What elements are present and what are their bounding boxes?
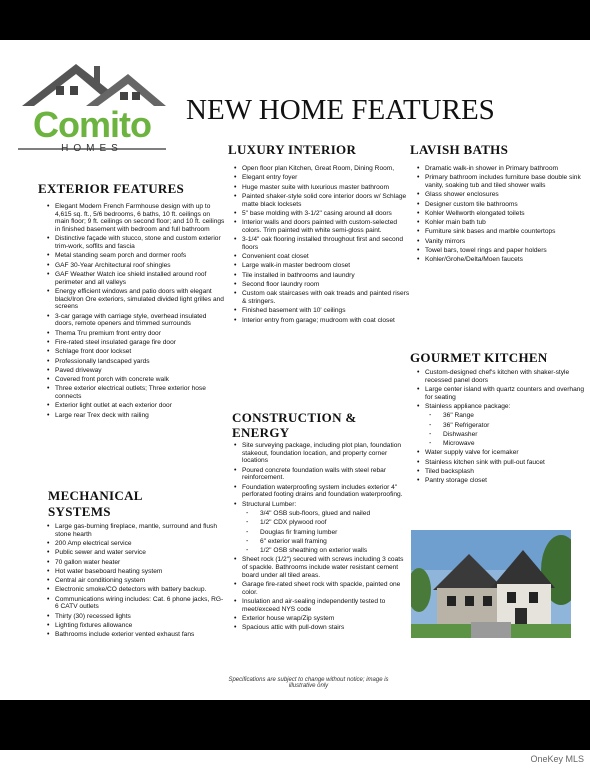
exterior-feature-item: • 3-car garage with carriage style, overhead insulated doors, remote openers and trimmed surrounds bbox=[55, 313, 225, 328]
exterior-feature-item: • Paved driveway bbox=[55, 367, 225, 375]
construction-item: • Sheet rock (1/2") secured with screws including 3 coats of spackle. Bathrooms include water resistant cement board under all tiled areas. bbox=[242, 556, 410, 579]
appliance-item: - Microwave bbox=[443, 440, 590, 448]
exterior-feature-item: • Energy efficient windows and patio doors with elegant black/Iron Ore exteriors, simulated divided light grilles and screens bbox=[55, 288, 225, 311]
bath-item: • Kohler Wellworth elongated toilets bbox=[425, 210, 590, 218]
kitchen-item: • Pantry storage closet bbox=[425, 477, 590, 485]
kitchen-list bbox=[416, 369, 590, 487]
kitchen-item: • Custom-designed chef's kitchen with shaker-style recessed panel doors bbox=[425, 369, 590, 384]
exterior-feature-item: • Three exterior electrical outlets; Three exterior hose connects bbox=[55, 385, 225, 400]
lumber-item: - 3/4" OSB sub-floors, glued and nailed bbox=[260, 510, 410, 518]
exterior-feature-item: • GAF Weather Watch ice shield installed around roof perimeter and all valleys bbox=[55, 271, 225, 286]
construction-item: • Poured concrete foundation walls with steel rebar reinforcement. bbox=[242, 467, 410, 482]
logo-subtitle: HOMES bbox=[61, 143, 123, 154]
exterior-feature-item: • Schlage front door lockset bbox=[55, 348, 225, 356]
luxury-item: • Tile installed in bathrooms and laundry bbox=[242, 272, 410, 280]
appliance-item: - 36" Refrigerator bbox=[443, 422, 590, 430]
bath-item: • Furniture sink bases and marble countertops bbox=[425, 228, 590, 236]
construction-heading: CONSTRUCTION & ENERGY bbox=[232, 410, 357, 440]
logo-wordmark: Comito bbox=[33, 104, 151, 145]
appliance-item: - 36" Range bbox=[443, 412, 590, 420]
top-black-bar bbox=[0, 0, 590, 40]
appliance-item-group bbox=[425, 412, 590, 448]
page-title: NEW HOME FEATURES bbox=[186, 94, 495, 126]
bath-item: • Kohler/Grohe/Delta/Moen faucets bbox=[425, 256, 590, 264]
mechanical-item: • Thirty (30) recessed lights bbox=[55, 613, 225, 621]
luxury-list bbox=[233, 165, 410, 326]
luxury-item: • Convenient coat closet bbox=[242, 253, 410, 261]
baths-heading: LAVISH BATHS bbox=[410, 142, 509, 157]
exterior-feature-item: • Covered front porch with concrete walk bbox=[55, 376, 225, 384]
exterior-feature-item: • Metal standing seam porch and dormer roofs bbox=[55, 252, 225, 260]
luxury-item: • Interior walls and doors painted with custom-selected colors. Trim painted with white semi-gloss paint. bbox=[242, 219, 410, 234]
kitchen-heading: GOURMET KITCHEN bbox=[410, 350, 548, 365]
bath-item: • Designer custom tile bathrooms bbox=[425, 201, 590, 209]
exterior-feature-item: • Fire-rated steel insulated garage fire door bbox=[55, 339, 225, 347]
mechanical-item: • Central air conditioning system bbox=[55, 577, 225, 585]
kitchen-item: • Water supply valve for icemaker bbox=[425, 449, 590, 457]
lumber-item: - 1/2" CDX plywood roof bbox=[260, 519, 410, 527]
kitchen-item: • Stainless appliance package: bbox=[425, 403, 590, 411]
construction-item: • Insulation and air-sealing independently tested to meet/exceed NYS code bbox=[242, 598, 410, 613]
construction-item: • Structural Lumber: bbox=[242, 501, 410, 509]
luxury-item: • Finished basement with 10' ceilings bbox=[242, 307, 410, 315]
exterior-list bbox=[46, 203, 225, 421]
bath-item: • Kohler main bath tub bbox=[425, 219, 590, 227]
luxury-item: • Elegant entry foyer bbox=[242, 174, 410, 182]
exterior-feature-item: • Exterior light outlet at each exterior door bbox=[55, 402, 225, 410]
exterior-feature-item: • Large rear Trex deck with railing bbox=[55, 412, 225, 420]
exterior-feature-item: • Distinctive façade with stucco, stone and custom exterior trim-work, soffits and fascia bbox=[55, 235, 225, 250]
exterior-feature-item: • Elegant Modern French Farmhouse design with up to 4,615 sq. ft., 5/6 bedrooms, 6 baths, 10 ft. ceilings on main floor; 9 ft. ceilings on second floor; and 10 ft. ceilings in finished basement with bedroom and full bathroom bbox=[55, 203, 225, 234]
appliance-item-list bbox=[425, 412, 590, 448]
luxury-heading: LUXURY INTERIOR bbox=[228, 142, 357, 157]
kitchen-item: • Tiled backsplash bbox=[425, 468, 590, 476]
luxury-item: • Painted shaker-style solid core interior doors w/ Schlage matte black locksets bbox=[242, 193, 410, 208]
construction-item: • Spacious attic with pull-down stairs bbox=[242, 624, 410, 632]
luxury-item: • 3-1/4" oak flooring installed throughout first and second floors bbox=[242, 236, 410, 251]
baths-list bbox=[416, 165, 590, 266]
mechanical-item: • Large gas-burning fireplace, mantle, surround and flush stone hearth bbox=[55, 523, 225, 538]
luxury-item: • Large walk-in master bedroom closet bbox=[242, 262, 410, 270]
lumber-item-group bbox=[242, 510, 410, 555]
luxury-item: • Second floor laundry room bbox=[242, 281, 410, 289]
bottom-black-bar bbox=[0, 700, 590, 750]
bath-item: • Towel bars, towel rings and paper holders bbox=[425, 247, 590, 255]
exterior-feature-item: • Thema Tru premium front entry door bbox=[55, 330, 225, 338]
house-rendering-image bbox=[411, 530, 571, 638]
appliance-item: - Dishwasher bbox=[443, 431, 590, 439]
kitchen-item: • Stainless kitchen sink with pull-out faucet bbox=[425, 459, 590, 467]
bath-item: • Dramatic walk-in shower in Primary bathroom bbox=[425, 165, 590, 173]
disclaimer-note: Specifications are subject to change without notice; image is illustrative only bbox=[228, 677, 389, 689]
mls-watermark: OneKey MLS bbox=[530, 754, 584, 764]
luxury-item: • Open floor plan Kitchen, Great Room, Dining Room, bbox=[242, 165, 410, 173]
construction-item: • Exterior house wrap/Zip system bbox=[242, 615, 410, 623]
kitchen-item: • Large center island with quartz counters and overhang for seating bbox=[425, 386, 590, 401]
mechanical-heading: MECHANICAL SYSTEMS bbox=[48, 488, 143, 519]
construction-item: • Site surveying package, including plot plan, foundation stakeout, foundation location, and property corner locations bbox=[242, 442, 410, 465]
lumber-item: - 1/2" OSB sheathing on exterior walls bbox=[260, 547, 410, 555]
mechanical-list bbox=[46, 523, 225, 641]
mechanical-item: • 200 Amp electrical service bbox=[55, 540, 225, 548]
bath-item: • Primary bathroom includes furniture base double sink vanity, soaking tub and tiled shower walls bbox=[425, 174, 590, 189]
mechanical-item: • Lighting fixtures allowance bbox=[55, 622, 225, 630]
mechanical-item: • Public sewer and water service bbox=[55, 549, 225, 557]
lumber-item: - Douglas fir framing lumber bbox=[260, 529, 410, 537]
construction-item: • Foundation waterproofing system includes exterior 4" perforated footing drains and foundation waterproofing. bbox=[242, 484, 410, 499]
exterior-heading: EXTERIOR FEATURES bbox=[38, 181, 185, 196]
bath-item: • Vanity mirrors bbox=[425, 238, 590, 246]
bath-item: • Glass shower enclosures bbox=[425, 191, 590, 199]
luxury-item: • Custom oak staircases with oak treads and painted risers & stringers. bbox=[242, 290, 410, 305]
lumber-item: - 6" exterior wall framing bbox=[260, 538, 410, 546]
mechanical-item: • Electronic smoke/CO detectors with battery backup. bbox=[55, 586, 225, 594]
construction-item: • Garage fire-rated sheet rock with spackle, painted one color. bbox=[242, 581, 410, 596]
luxury-item: • 5" base molding with 3-1/2" casing around all doors bbox=[242, 210, 410, 218]
exterior-feature-item: • Professionally landscaped yards bbox=[55, 358, 225, 366]
luxury-item: • Interior entry from garage; mudroom with coat closet bbox=[242, 317, 410, 325]
construction-list bbox=[233, 442, 410, 634]
mechanical-item: • 70 gallon water heater bbox=[55, 559, 225, 567]
lumber-item-list bbox=[242, 510, 410, 555]
exterior-feature-item: • GAF 30-Year Architectural roof shingles bbox=[55, 262, 225, 270]
luxury-item: • Huge master suite with luxurious master bathroom bbox=[242, 184, 410, 192]
mechanical-item: • Communications wiring includes: Cat. 6 phone jacks, RG-6 CATV outlets bbox=[55, 596, 225, 611]
mechanical-item: • Hot water baseboard heating system bbox=[55, 568, 225, 576]
mechanical-item: • Bathrooms include exterior vented exhaust fans bbox=[55, 631, 225, 639]
